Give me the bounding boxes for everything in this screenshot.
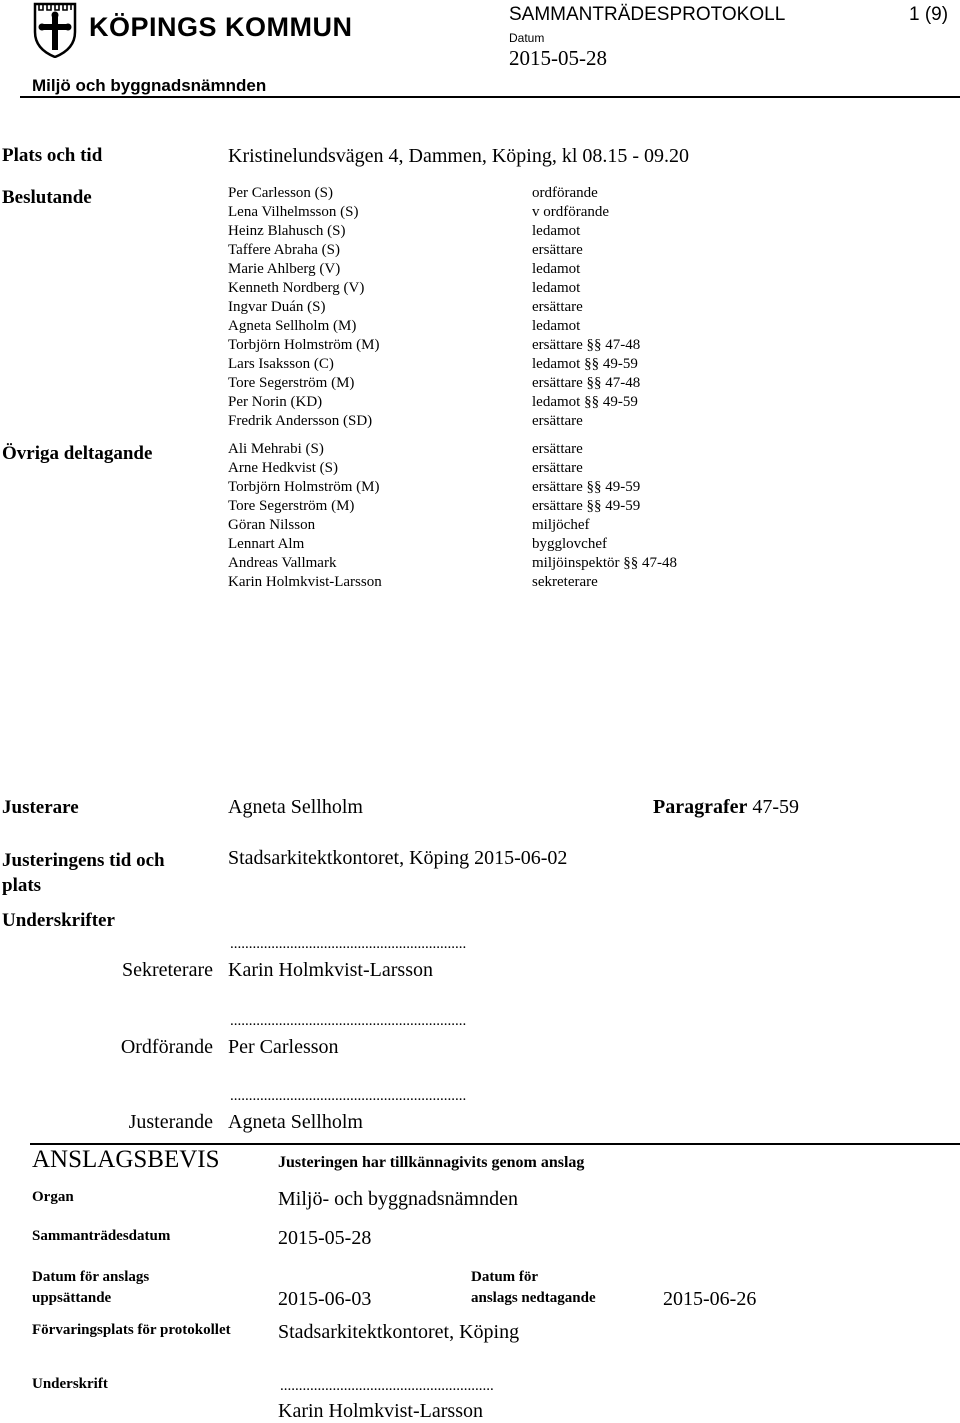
ovriga-roles	[532, 440, 677, 592]
header-divider	[20, 96, 960, 98]
list-item: Per Carlesson (S)	[228, 185, 333, 201]
nedtagande-value: 2015-06-26	[663, 1288, 757, 1310]
list-item: sekreterare	[532, 574, 598, 590]
list-item: Göran Nilsson	[228, 517, 316, 533]
paragrafer	[653, 796, 799, 819]
list-item: Lennart Alm	[228, 536, 305, 552]
list-item: ersättare §§ 49-59	[532, 479, 641, 495]
list-item: ersättare	[532, 460, 583, 476]
nedtagande-label-line1: Datum för	[471, 1269, 539, 1285]
coat-of-arms-icon	[32, 2, 78, 58]
paragrafer-label: Paragrafer	[653, 796, 748, 818]
sammantradesdatum-label: Sammanträdesdatum	[32, 1228, 171, 1244]
list-item: ersättare §§ 47-48	[532, 337, 641, 353]
signature-line: ...............................................................	[230, 936, 467, 952]
organ-value: Miljö- och byggnadsnämnden	[278, 1188, 518, 1210]
justering-label-line1: Justeringens tid och	[2, 850, 165, 871]
signer-role: Justerande	[128, 1111, 213, 1133]
list-item: Torbjörn Holmström (M)	[228, 479, 380, 495]
list-item: Marie Ahlberg (V)	[228, 261, 341, 277]
list-item: ledamot	[532, 223, 581, 239]
signature-line: ...............................................................	[230, 1013, 467, 1029]
list-item: Arne Hedkvist (S)	[228, 460, 338, 476]
list-item: Per Norin (KD)	[228, 394, 323, 410]
list-item: Agneta Sellholm (M)	[228, 318, 357, 334]
place-label: Plats och tid	[2, 145, 103, 166]
underskrifter-label: Underskrifter	[2, 910, 115, 931]
list-item: Ali Mehrabi (S)	[228, 441, 324, 457]
signature-line: .........................................................	[280, 1378, 494, 1394]
signer-role: Ordförande	[120, 1036, 213, 1058]
uppsattande-label-line2: uppsättande	[32, 1290, 112, 1306]
beslutande-roles	[532, 184, 640, 431]
list-item: Lars Isaksson (C)	[228, 356, 334, 372]
sammantradesdatum-value: 2015-05-28	[278, 1227, 372, 1249]
list-item: ledamot	[532, 261, 581, 277]
list-item: Fredrik Andersson (SD)	[228, 413, 373, 429]
anslag-notice: Justeringen har tillkännagivits genom anslag	[278, 1154, 585, 1171]
list-item: ersättare §§ 47-48	[532, 375, 641, 391]
list-item: bygglovchef	[532, 536, 607, 552]
document-type: SAMMANTRÄDESPROTOKOLL	[509, 4, 786, 25]
list-item: ledamot	[532, 280, 581, 296]
board-name: Miljö och byggnadsnämnden	[32, 76, 267, 95]
underskrift-label: Underskrift	[32, 1376, 108, 1392]
ovriga-label: Övriga deltagande	[2, 443, 153, 464]
uppsattande-label-line1: Datum för anslags	[32, 1269, 150, 1285]
signer-name: Agneta Sellholm	[228, 1111, 363, 1133]
uppsattande-value: 2015-06-03	[278, 1288, 372, 1310]
list-item: ersättare	[532, 299, 583, 315]
date-label: Datum	[509, 31, 545, 45]
justerare-value: Agneta Sellholm	[228, 796, 363, 818]
nedtagande-label-line2: anslags nedtagande	[471, 1290, 596, 1306]
list-item: miljöchef	[532, 517, 590, 533]
paragrafer-value: 47-59	[752, 796, 800, 818]
list-item: ersättare	[532, 413, 583, 429]
signer-name: Karin Holmkvist-Larsson	[228, 959, 433, 981]
meeting-date: 2015-05-28	[509, 46, 607, 70]
list-item: miljöinspektör §§ 47-48	[532, 555, 677, 571]
nedtagande-label	[471, 1267, 596, 1309]
page-number: 1 (9)	[909, 4, 949, 25]
list-item: Kenneth Nordberg (V)	[228, 280, 365, 296]
anslag-title: ANSLAGSBEVIS	[32, 1146, 220, 1173]
beslutande-names	[228, 184, 379, 431]
list-item: ersättare §§ 49-59	[532, 498, 641, 514]
list-item: Tore Segerström (M)	[228, 375, 355, 391]
list-item: Tore Segerström (M)	[228, 498, 355, 514]
list-item: v ordförande	[532, 204, 610, 220]
list-item: ersättare	[532, 441, 583, 457]
list-item: Taffere Abraha (S)	[228, 242, 340, 258]
justering-label-line2: plats	[2, 875, 42, 896]
justering-value: Stadsarkitektkontoret, Köping 2015-06-02	[228, 847, 568, 869]
list-item: Ingvar Duán (S)	[228, 299, 326, 315]
justerare-label: Justerare	[2, 797, 79, 818]
ovriga-names	[228, 440, 382, 592]
list-item: Torbjörn Holmström (M)	[228, 337, 380, 353]
list-item: Lena Vilhelmsson (S)	[228, 204, 359, 220]
list-item: ledamot §§ 49-59	[532, 394, 638, 410]
signer-role: Sekreterare	[121, 959, 213, 981]
org-logo-text: KÖPINGS KOMMUN	[89, 12, 353, 42]
organ-label: Organ	[32, 1189, 74, 1205]
justering-label	[2, 848, 165, 898]
anslag-divider	[30, 1143, 960, 1145]
signature-line: ...............................................................	[230, 1088, 467, 1104]
list-item: Karin Holmkvist-Larsson	[228, 574, 382, 590]
list-item: Heinz Blahusch (S)	[228, 223, 346, 239]
uppsattande-label	[32, 1267, 149, 1309]
list-item: ledamot §§ 49-59	[532, 356, 638, 372]
underskrift-name: Karin Holmkvist-Larsson	[278, 1400, 483, 1422]
list-item: Andreas Vallmark	[228, 555, 337, 571]
place-value: Kristinelundsvägen 4, Dammen, Köping, kl 08.15 - 09.20	[228, 145, 690, 167]
forvaring-label: Förvaringsplats för protokollet	[32, 1322, 231, 1338]
list-item: ersättare	[532, 242, 583, 258]
list-item: ordförande	[532, 185, 598, 201]
forvaring-value: Stadsarkitektkontoret, Köping	[278, 1321, 520, 1343]
beslutande-label: Beslutande	[2, 187, 92, 208]
list-item: ledamot	[532, 318, 581, 334]
signer-name: Per Carlesson	[228, 1036, 339, 1058]
